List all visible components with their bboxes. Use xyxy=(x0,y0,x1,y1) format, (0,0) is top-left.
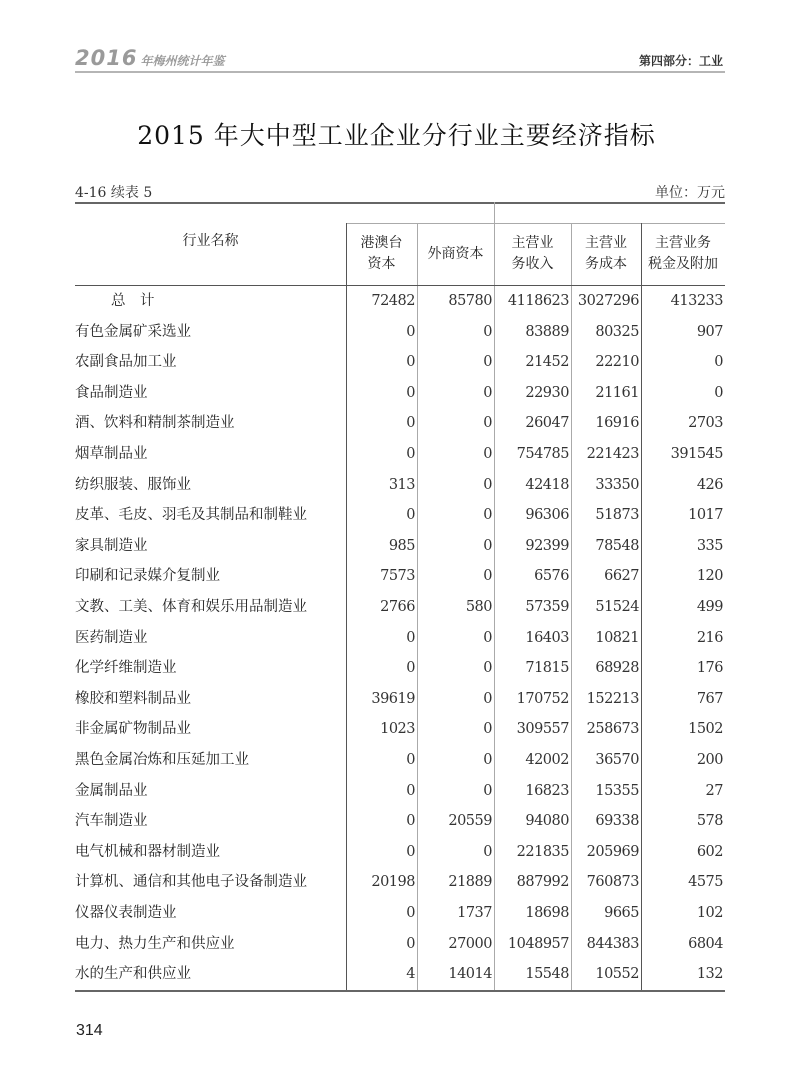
cell-main-cost: 3027296 xyxy=(577,293,639,309)
industry-name: 印刷和记录媒介复制业 xyxy=(75,568,220,585)
cell-main-revenue: 26047 xyxy=(525,415,569,432)
table-number: 4-16 续表 5 xyxy=(75,185,153,201)
cell-main-revenue: 22930 xyxy=(525,384,569,401)
cell-main-tax: 200 xyxy=(696,752,723,768)
cell-main-revenue: 754785 xyxy=(516,446,569,462)
cell-foreign-capital: 0 xyxy=(483,660,492,677)
cell-hkmt-capital: 7573 xyxy=(380,568,415,585)
cell-main-revenue: 170752 xyxy=(516,690,569,707)
cell-hkmt-capital: 0 xyxy=(406,415,415,432)
cell-main-tax: 120 xyxy=(696,568,723,585)
cell-foreign-capital: 0 xyxy=(483,629,492,646)
industry-name: 农副食品加工业 xyxy=(75,354,177,371)
table-row xyxy=(75,898,725,928)
table-row-total xyxy=(75,286,725,316)
cell-main-tax: 1017 xyxy=(688,507,723,524)
cell-hkmt-capital: 985 xyxy=(388,537,415,554)
table-row xyxy=(75,959,725,989)
unit-label: 单位：万元 xyxy=(655,185,725,201)
cell-hkmt-capital: 72482 xyxy=(371,293,415,309)
cell-main-tax: 176 xyxy=(696,660,723,677)
table-row xyxy=(75,561,725,591)
header-line: 主营业务 xyxy=(655,235,711,251)
cell-hkmt-capital: 0 xyxy=(406,905,415,921)
page-title: 2015 年大中型工业企业分行业主要经济指标 xyxy=(137,121,656,150)
running-head-book-title xyxy=(75,46,224,70)
cell-hkmt-capital: 4 xyxy=(406,966,415,983)
industry-name: 纺织服装、服饰业 xyxy=(75,476,191,493)
cell-main-revenue: 92399 xyxy=(525,537,569,554)
cell-main-cost: 16916 xyxy=(595,415,639,432)
cell-main-cost: 51873 xyxy=(595,507,639,524)
cell-main-revenue: 57359 xyxy=(525,599,569,615)
table-row xyxy=(75,929,725,959)
header-hkmt-capital xyxy=(346,233,417,275)
cell-foreign-capital: 0 xyxy=(483,537,492,554)
cell-main-cost: 9665 xyxy=(604,905,639,921)
cell-main-tax: 132 xyxy=(696,966,723,983)
cell-main-cost: 205969 xyxy=(586,843,639,860)
yearbook-year: 2016 xyxy=(75,46,138,70)
cell-hkmt-capital: 2766 xyxy=(380,599,415,615)
cell-foreign-capital: 0 xyxy=(483,721,492,738)
cell-main-revenue: 221835 xyxy=(516,843,569,860)
cell-main-revenue: 4118623 xyxy=(507,293,569,309)
cell-main-revenue: 21452 xyxy=(525,354,569,371)
cell-main-revenue: 15548 xyxy=(525,966,569,983)
cell-foreign-capital: 0 xyxy=(483,782,492,799)
cell-main-cost: 36570 xyxy=(595,752,639,768)
header-line: 外商资本 xyxy=(427,246,484,262)
cell-main-tax: 767 xyxy=(696,690,723,707)
table-row xyxy=(75,714,725,744)
cell-main-tax: 0 xyxy=(714,354,723,371)
cell-main-revenue: 1048957 xyxy=(507,935,569,952)
cell-foreign-capital: 0 xyxy=(483,415,492,432)
cell-main-cost: 51524 xyxy=(595,599,639,615)
table-row xyxy=(75,317,725,347)
cell-foreign-capital: 0 xyxy=(483,507,492,524)
cell-foreign-capital: 580 xyxy=(465,599,492,615)
cell-foreign-capital: 85780 xyxy=(448,293,492,309)
cell-foreign-capital: 0 xyxy=(483,384,492,401)
industry-name: 皮革、毛皮、羽毛及其制品和制鞋业 xyxy=(75,507,307,524)
header-main-tax xyxy=(641,233,725,275)
table-row xyxy=(75,592,725,622)
header-industry-name: 行业名称 xyxy=(182,233,239,249)
cell-main-tax: 27 xyxy=(705,782,723,799)
cell-foreign-capital: 1737 xyxy=(457,905,492,921)
cell-main-revenue: 96306 xyxy=(525,507,569,524)
industry-name: 有色金属矿采选业 xyxy=(75,323,191,340)
industry-name: 金属制品业 xyxy=(75,782,148,799)
cell-foreign-capital: 21889 xyxy=(448,874,492,891)
table-row xyxy=(75,378,725,408)
cell-main-tax: 1502 xyxy=(688,721,723,738)
cell-main-tax: 0 xyxy=(714,384,723,401)
cell-main-tax: 335 xyxy=(696,537,723,554)
header-line: 资本 xyxy=(367,256,396,272)
cell-hkmt-capital: 1023 xyxy=(380,721,415,738)
table-row xyxy=(75,745,725,775)
header-line: 主营业 xyxy=(511,235,554,251)
cell-main-tax: 602 xyxy=(696,843,723,860)
cell-main-revenue: 16823 xyxy=(525,782,569,799)
cell-foreign-capital: 20559 xyxy=(448,813,492,830)
industry-name: 家具制造业 xyxy=(75,537,148,554)
yearbook-name: 年梅州统计年鉴 xyxy=(140,54,225,68)
table-row xyxy=(75,684,725,714)
cell-main-revenue: 16403 xyxy=(525,629,569,646)
cell-foreign-capital: 0 xyxy=(483,323,492,340)
industry-name: 橡胶和塑料制品业 xyxy=(75,690,191,707)
cell-main-tax: 216 xyxy=(696,629,723,646)
cell-foreign-capital: 0 xyxy=(483,354,492,371)
cell-main-tax: 2703 xyxy=(688,415,723,432)
cell-main-cost: 258673 xyxy=(586,721,639,738)
industry-name: 汽车制造业 xyxy=(75,813,148,830)
table-row xyxy=(75,408,725,438)
cell-main-cost: 760873 xyxy=(586,874,639,891)
cell-main-tax: 391545 xyxy=(670,446,723,462)
table-row xyxy=(75,531,725,561)
cell-main-tax: 907 xyxy=(696,323,723,340)
cell-main-revenue: 71815 xyxy=(525,660,569,677)
cell-hkmt-capital: 0 xyxy=(406,813,415,830)
table-row xyxy=(75,470,725,500)
cell-foreign-capital: 27000 xyxy=(448,935,492,952)
industry-name: 电力、热力生产和供应业 xyxy=(75,935,235,952)
cell-foreign-capital: 0 xyxy=(483,690,492,707)
cell-hkmt-capital: 0 xyxy=(406,354,415,371)
table-row xyxy=(75,623,725,653)
cell-hkmt-capital: 20198 xyxy=(371,874,415,891)
cell-main-tax: 499 xyxy=(696,599,723,615)
cell-main-cost: 21161 xyxy=(595,384,639,401)
cell-main-tax: 102 xyxy=(696,905,723,921)
cell-hkmt-capital: 0 xyxy=(406,660,415,677)
cell-hkmt-capital: 0 xyxy=(406,384,415,401)
cell-main-cost: 844383 xyxy=(586,935,639,952)
cell-main-cost: 6627 xyxy=(604,568,639,585)
header-inner-rule xyxy=(346,223,725,224)
page-number: 314 xyxy=(76,1022,103,1039)
cell-main-revenue: 94080 xyxy=(525,813,569,830)
header-line: 港澳台 xyxy=(360,235,403,251)
cell-main-revenue: 42002 xyxy=(525,752,569,768)
header-line: 主营业 xyxy=(585,235,627,251)
industry-name: 食品制造业 xyxy=(75,384,148,401)
industry-name: 仪器仪表制造业 xyxy=(75,905,177,921)
cell-foreign-capital: 0 xyxy=(483,476,492,493)
cell-main-cost: 22210 xyxy=(595,354,639,371)
header-main-revenue xyxy=(494,233,571,275)
cell-hkmt-capital: 313 xyxy=(388,476,415,493)
industry-name: 黑色金属冶炼和压延加工业 xyxy=(75,752,249,768)
cell-main-cost: 221423 xyxy=(586,446,639,462)
cell-main-cost: 68928 xyxy=(595,660,639,677)
table-row xyxy=(75,653,725,683)
cell-main-cost: 33350 xyxy=(595,476,639,493)
cell-hkmt-capital: 0 xyxy=(406,507,415,524)
table-row xyxy=(75,837,725,867)
cell-main-cost: 78548 xyxy=(595,537,639,554)
cell-foreign-capital: 0 xyxy=(483,446,492,462)
cell-main-revenue: 6576 xyxy=(534,568,569,585)
industry-name: 文教、工美、体育和娱乐用品制造业 xyxy=(75,599,307,615)
table-row xyxy=(75,776,725,806)
table-top-rule xyxy=(75,202,725,204)
running-head-section: 第四部分：工业 xyxy=(638,54,723,68)
industry-name: 化学纤维制造业 xyxy=(75,660,177,677)
header-line: 务收入 xyxy=(511,256,554,272)
cell-main-cost: 80325 xyxy=(595,323,639,340)
cell-main-cost: 69338 xyxy=(595,813,639,830)
table-row xyxy=(75,500,725,530)
cell-main-tax: 426 xyxy=(696,476,723,493)
cell-main-revenue: 309557 xyxy=(516,721,569,738)
cell-main-revenue: 18698 xyxy=(525,905,569,921)
cell-hkmt-capital: 0 xyxy=(406,323,415,340)
cell-foreign-capital: 14014 xyxy=(448,966,492,983)
industry-name: 医药制造业 xyxy=(75,629,148,646)
industry-name: 烟草制品业 xyxy=(75,446,148,462)
header-line: 务成本 xyxy=(585,256,627,272)
cell-hkmt-capital: 0 xyxy=(406,629,415,646)
industry-name: 电气机械和器材制造业 xyxy=(75,843,220,860)
cell-hkmt-capital: 0 xyxy=(406,446,415,462)
industry-name: 水的生产和供应业 xyxy=(75,966,191,983)
cell-hkmt-capital: 0 xyxy=(406,843,415,860)
table-bottom-rule xyxy=(75,990,725,992)
cell-main-revenue: 887992 xyxy=(516,874,569,891)
cell-main-cost: 10821 xyxy=(595,629,639,646)
industry-name: 总 计 xyxy=(111,293,155,309)
header-line: 税金及附加 xyxy=(648,256,718,272)
cell-main-tax: 413233 xyxy=(670,293,723,309)
table-row xyxy=(75,806,725,836)
cell-main-tax: 6804 xyxy=(688,935,723,952)
cell-main-tax: 4575 xyxy=(688,874,723,891)
table-row xyxy=(75,439,725,469)
industry-name: 计算机、通信和其他电子设备制造业 xyxy=(75,874,307,891)
table-row xyxy=(75,867,725,897)
industry-name: 酒、饮料和精制茶制造业 xyxy=(75,415,235,432)
cell-hkmt-capital: 39619 xyxy=(371,690,415,707)
cell-foreign-capital: 0 xyxy=(483,843,492,860)
cell-main-cost: 152213 xyxy=(586,690,639,707)
header-foreign-capital xyxy=(417,244,494,265)
header-group-divider xyxy=(494,202,495,223)
cell-main-cost: 10552 xyxy=(595,966,639,983)
cell-hkmt-capital: 0 xyxy=(406,782,415,799)
cell-main-tax: 578 xyxy=(696,813,723,830)
cell-main-revenue: 42418 xyxy=(525,476,569,493)
header-rule xyxy=(75,71,725,73)
cell-hkmt-capital: 0 xyxy=(406,752,415,768)
cell-main-cost: 15355 xyxy=(595,782,639,799)
header-main-cost xyxy=(571,233,641,275)
cell-main-revenue: 83889 xyxy=(525,323,569,340)
cell-foreign-capital: 0 xyxy=(483,752,492,768)
cell-foreign-capital: 0 xyxy=(483,568,492,585)
industry-name: 非金属矿物制品业 xyxy=(75,721,191,738)
cell-hkmt-capital: 0 xyxy=(406,935,415,952)
table-row xyxy=(75,347,725,377)
